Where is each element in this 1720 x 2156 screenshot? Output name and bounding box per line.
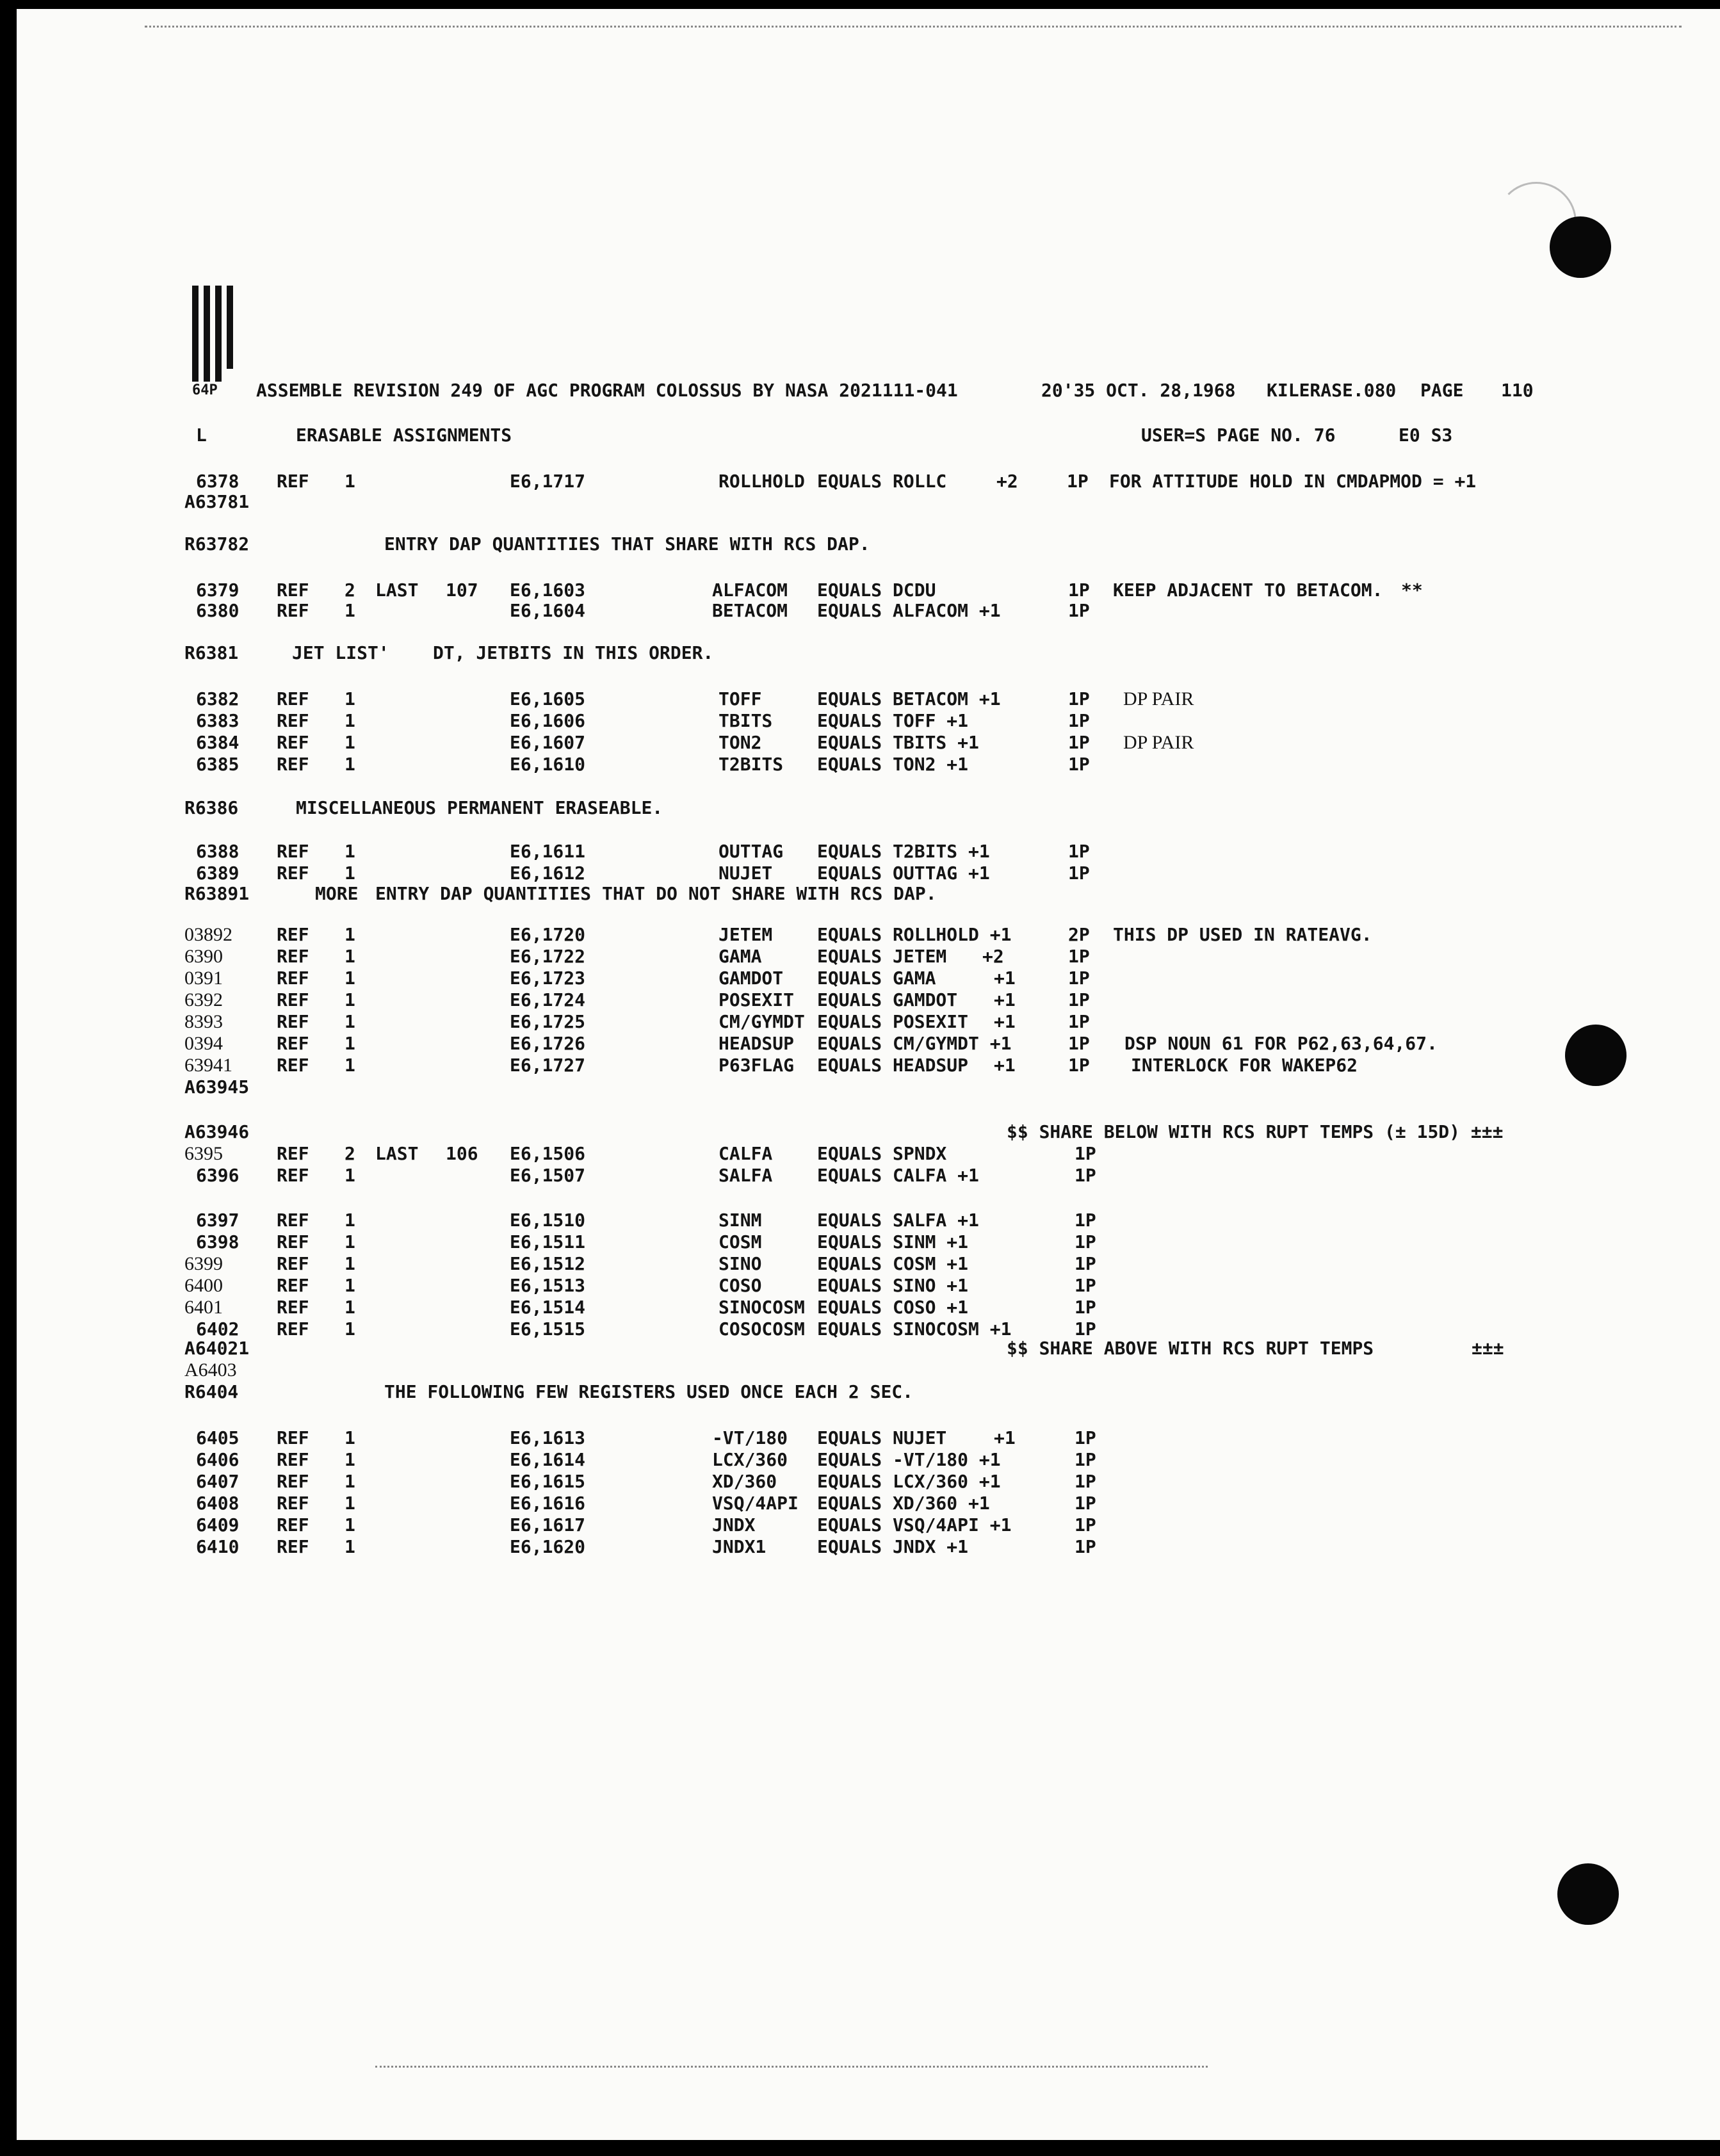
listing-field: REF bbox=[277, 688, 309, 709]
listing-field: 6401 bbox=[184, 1297, 223, 1318]
listing-field: 1 bbox=[345, 600, 355, 621]
listing-field: T2BITS bbox=[718, 754, 784, 775]
listing-field: 6384 bbox=[196, 732, 239, 753]
listing-field: EQUALS COSM +1 bbox=[817, 1253, 969, 1274]
listing-field: +1 bbox=[994, 968, 1016, 989]
listing-field: +2 bbox=[996, 471, 1018, 492]
listing-line bbox=[17, 531, 1720, 557]
listing-field: 8393 bbox=[184, 1011, 223, 1032]
listing-field: LAST bbox=[375, 580, 419, 601]
listing-field: 1P bbox=[1075, 1427, 1096, 1448]
listing-field: E6,1603 bbox=[510, 580, 586, 601]
listing-field: E6,1727 bbox=[510, 1055, 586, 1076]
listing-field: JETEM bbox=[718, 924, 773, 945]
listing-field: EQUALS ROLLC bbox=[817, 471, 947, 492]
listing-field: +2 bbox=[982, 946, 1004, 967]
listing-field: 1P bbox=[1068, 863, 1090, 884]
listing-field: 1 bbox=[345, 1427, 355, 1448]
listing-field: GAMDOT bbox=[718, 968, 784, 989]
user-page-number: USER=S PAGE NO. 76 bbox=[1141, 425, 1336, 446]
listing-field: EQUALS JNDX +1 bbox=[817, 1536, 969, 1557]
listing-field: JNDX bbox=[712, 1514, 756, 1536]
listing-field: 1P bbox=[1068, 1011, 1090, 1032]
listing-field: EQUALS POSEXIT bbox=[817, 1011, 969, 1032]
listing-field: THIS DP USED IN RATEAVG. bbox=[1113, 924, 1372, 945]
listing-field: REF bbox=[277, 710, 309, 731]
listing-field: REF bbox=[277, 968, 309, 989]
listing-field: 1P bbox=[1075, 1449, 1096, 1470]
listing-field: 1P bbox=[1067, 471, 1089, 492]
listing-field: BETACOM bbox=[712, 600, 788, 621]
listing-field: 1P bbox=[1068, 1033, 1090, 1054]
listing-field: 1P bbox=[1075, 1514, 1096, 1536]
listing-field: REF bbox=[277, 989, 309, 1010]
listing-field: 1 bbox=[345, 1536, 355, 1557]
listing-field: JNDX1 bbox=[712, 1536, 767, 1557]
listing-field: R6404 bbox=[184, 1381, 239, 1402]
listing-field: 1 bbox=[345, 1165, 355, 1186]
listing-field: E6,1723 bbox=[510, 968, 586, 989]
listing-field: E6,1514 bbox=[510, 1297, 586, 1318]
listing-field: E6,1612 bbox=[510, 863, 586, 884]
listing-field: 6406 bbox=[196, 1449, 239, 1470]
listing-field: REF bbox=[277, 946, 309, 967]
listing-field: EQUALS ROLLHOLD +1 bbox=[817, 924, 1012, 945]
listing-field: ±±± bbox=[1472, 1338, 1504, 1359]
listing-field: E6,1606 bbox=[510, 710, 586, 731]
listing-field: 6379 bbox=[196, 580, 239, 601]
listing-field: ENTRY DAP QUANTITIES THAT SHARE WITH RCS DAP. bbox=[384, 533, 870, 555]
listing-field: COSOCOSM bbox=[718, 1318, 805, 1340]
listing-field: REF bbox=[277, 1210, 309, 1231]
listing-field: 1 bbox=[345, 924, 355, 945]
bottom-perforation bbox=[375, 2066, 1208, 2068]
listing-field: 1P bbox=[1068, 600, 1090, 621]
section-letter: L bbox=[196, 425, 207, 446]
listing-field: 6380 bbox=[196, 600, 239, 621]
listing-field: OUTTAG bbox=[718, 841, 784, 862]
listing-field: GAMA bbox=[718, 946, 762, 967]
listing-field: KEEP ADJACENT TO BETACOM. bbox=[1113, 580, 1383, 601]
listing-field: 1P bbox=[1075, 1253, 1096, 1274]
listing-field: A63946 bbox=[184, 1121, 250, 1142]
listing-field: TOFF bbox=[718, 688, 762, 709]
listing-field: E6,1610 bbox=[510, 754, 586, 775]
listing-field: 1 bbox=[345, 1055, 355, 1076]
listing-field: ROLLHOLD bbox=[718, 471, 805, 492]
listing-field: 2 bbox=[345, 1143, 355, 1164]
listing-field: MORE bbox=[315, 883, 359, 904]
listing-line bbox=[17, 795, 1720, 821]
listing-field: EQUALS TON2 +1 bbox=[817, 754, 969, 775]
listing-field: 1 bbox=[345, 968, 355, 989]
listing-field: E6,1717 bbox=[510, 471, 586, 492]
listing-field: EQUALS CM/GYMDT +1 bbox=[817, 1033, 1012, 1054]
listing-field: 107 bbox=[446, 580, 478, 601]
listing-line bbox=[17, 881, 1720, 907]
listing-field: E6,1512 bbox=[510, 1253, 586, 1274]
listing-field: E6,1615 bbox=[510, 1471, 586, 1492]
listing-field: 1 bbox=[345, 1231, 355, 1252]
listing-field: REF bbox=[277, 924, 309, 945]
listing-field: 1 bbox=[345, 1449, 355, 1470]
listing-field: 1 bbox=[345, 1011, 355, 1032]
listing-field: E6,1722 bbox=[510, 946, 586, 967]
listing-field: E6,1724 bbox=[510, 989, 586, 1010]
binder-hole-top bbox=[1550, 216, 1611, 278]
listing-field: CALFA bbox=[718, 1143, 773, 1164]
listing-field: E6,1513 bbox=[510, 1275, 586, 1296]
listing-field: 1P bbox=[1068, 710, 1090, 731]
listing-field: R63891 bbox=[184, 883, 250, 904]
listing-field: 1P bbox=[1068, 968, 1090, 989]
listing-field: E6,1613 bbox=[510, 1427, 586, 1448]
listing-field: REF bbox=[277, 863, 309, 884]
listing-field: E6,1611 bbox=[510, 841, 586, 862]
header-page-number: 110 bbox=[1501, 380, 1534, 401]
listing-field: +1 bbox=[994, 1011, 1016, 1032]
listing-field: REF bbox=[277, 1011, 309, 1032]
listing-field: 1P bbox=[1068, 989, 1090, 1010]
listing-field: 6410 bbox=[196, 1536, 239, 1557]
listing-field: 1P bbox=[1075, 1297, 1096, 1318]
listing-field: 2 bbox=[345, 580, 355, 601]
listing-field: REF bbox=[277, 1297, 309, 1318]
printout-page bbox=[17, 9, 1720, 2140]
listing-field: EQUALS JETEM bbox=[817, 946, 947, 967]
listing-field: LAST bbox=[375, 1143, 419, 1164]
listing-field: 1P bbox=[1075, 1536, 1096, 1557]
listing-field: DP PAIR bbox=[1123, 732, 1194, 753]
listing-field: REF bbox=[277, 754, 309, 775]
listing-field: 1P bbox=[1075, 1210, 1096, 1231]
listing-field: XD/360 bbox=[712, 1471, 777, 1492]
listing-field: REF bbox=[277, 1275, 309, 1296]
listing-field: EQUALS SALFA +1 bbox=[817, 1210, 979, 1231]
listing-field: ** bbox=[1401, 580, 1423, 601]
listing-field: EQUALS CALFA +1 bbox=[817, 1165, 979, 1186]
listing-field: MISCELLANEOUS PERMANENT ERASEABLE. bbox=[296, 797, 663, 818]
listing-field: R6381 bbox=[184, 642, 239, 663]
listing-field: 6392 bbox=[184, 989, 223, 1010]
listing-field: ALFACOM bbox=[712, 580, 788, 601]
listing-field: E6,1614 bbox=[510, 1449, 586, 1470]
listing-field: R6386 bbox=[184, 797, 239, 818]
listing-field: 1P bbox=[1068, 1055, 1090, 1076]
listing-field: FOR ATTITUDE HOLD IN CMDAPMOD = +1 bbox=[1109, 471, 1477, 492]
listing-field: 6395 bbox=[184, 1143, 223, 1164]
listing-field: TON2 bbox=[718, 732, 762, 753]
listing-field: EQUALS HEADSUP bbox=[817, 1055, 969, 1076]
listing-field: E6,1607 bbox=[510, 732, 586, 753]
bank-label: E0 S3 bbox=[1399, 425, 1453, 446]
listing-field: 1 bbox=[345, 1297, 355, 1318]
listing-field: REF bbox=[277, 1143, 309, 1164]
listing-field: 6385 bbox=[196, 754, 239, 775]
header-timestamp: 20'35 OCT. 28,1968 bbox=[1041, 380, 1236, 401]
listing-field: E6,1605 bbox=[510, 688, 586, 709]
header-kilebase: KILERASE.080 bbox=[1267, 380, 1397, 401]
listing-field: REF bbox=[277, 841, 309, 862]
listing-field: E6,1725 bbox=[510, 1011, 586, 1032]
listing-field: $$ SHARE BELOW WITH RCS RUPT TEMPS (± 15D) ±±± bbox=[1007, 1121, 1504, 1142]
listing-field: DT, JETBITS IN THIS ORDER. bbox=[433, 642, 714, 663]
listing-field: 1P bbox=[1075, 1275, 1096, 1296]
listing-field: 6408 bbox=[196, 1493, 239, 1514]
top-perforation bbox=[145, 26, 1682, 28]
header-title: ASSEMBLE REVISION 249 OF AGC PROGRAM COLOSSUS BY NASA 2021111-041 bbox=[256, 380, 958, 401]
listing-field: REF bbox=[277, 1493, 309, 1514]
listing-field: 1P bbox=[1068, 946, 1090, 967]
listing-field: EQUALS -VT/180 +1 bbox=[817, 1449, 1001, 1470]
section-title: ERASABLE ASSIGNMENTS bbox=[296, 425, 512, 446]
listing-field: E6,1511 bbox=[510, 1231, 586, 1252]
listing-field: REF bbox=[277, 580, 309, 601]
listing-line bbox=[17, 489, 1720, 515]
listing-field: REF bbox=[277, 1231, 309, 1252]
listing-field: 106 bbox=[446, 1143, 478, 1164]
listing-field: -VT/180 bbox=[712, 1427, 788, 1448]
listing-field: +1 bbox=[994, 1055, 1016, 1076]
listing-field: A64021 bbox=[184, 1338, 250, 1359]
listing-field: REF bbox=[277, 1033, 309, 1054]
listing-field: EQUALS BETACOM +1 bbox=[817, 688, 1001, 709]
listing-field: 1P bbox=[1075, 1231, 1096, 1252]
listing-field: SINO bbox=[718, 1253, 762, 1274]
listing-field: 1 bbox=[345, 1318, 355, 1340]
listing-field: EQUALS SINOCOSM +1 bbox=[817, 1318, 1012, 1340]
listing-field: EQUALS SPNDX bbox=[817, 1143, 947, 1164]
listing-field: E6,1510 bbox=[510, 1210, 586, 1231]
listing-field: 6378 bbox=[196, 471, 239, 492]
listing-field: SALFA bbox=[718, 1165, 773, 1186]
listing-line bbox=[17, 1163, 1720, 1188]
listing-field: COSM bbox=[718, 1231, 762, 1252]
listing-field: 6389 bbox=[196, 863, 239, 884]
listing-field: TBITS bbox=[718, 710, 773, 731]
listing-field: EQUALS COSO +1 bbox=[817, 1297, 969, 1318]
listing-field: E6,1604 bbox=[510, 600, 586, 621]
listing-field: 6388 bbox=[196, 841, 239, 862]
listing-field: 1P bbox=[1075, 1471, 1096, 1492]
listing-field: 6399 bbox=[184, 1253, 223, 1274]
listing-field: EQUALS T2BITS +1 bbox=[817, 841, 990, 862]
header-line bbox=[17, 378, 1720, 403]
listing-field: 6402 bbox=[196, 1318, 239, 1340]
listing-field: JET LIST' bbox=[292, 642, 389, 663]
listing-field: POSEXIT bbox=[718, 989, 795, 1010]
listing-field: E6,1506 bbox=[510, 1143, 586, 1164]
listing-field: REF bbox=[277, 1514, 309, 1536]
listing-field: EQUALS GAMA bbox=[817, 968, 936, 989]
listing-field: VSQ/4API bbox=[712, 1493, 799, 1514]
listing-field: 6397 bbox=[196, 1210, 239, 1231]
listing-field: EQUALS ALFACOM +1 bbox=[817, 600, 1001, 621]
listing-field: 63941 bbox=[184, 1055, 232, 1076]
listing-field: +1 bbox=[994, 989, 1016, 1010]
listing-field: EQUALS NUJET bbox=[817, 1427, 947, 1448]
listing-field: EQUALS VSQ/4API +1 bbox=[817, 1514, 1012, 1536]
listing-field: 6390 bbox=[184, 946, 223, 967]
listing-field: EQUALS DCDU bbox=[817, 580, 936, 601]
listing-field: ENTRY DAP QUANTITIES THAT DO NOT SHARE WITH RCS DAP. bbox=[375, 883, 937, 904]
listing-field: 1P bbox=[1075, 1165, 1096, 1186]
listing-field: 6382 bbox=[196, 688, 239, 709]
listing-field: CM/GYMDT bbox=[718, 1011, 805, 1032]
listing-field: 1P bbox=[1068, 580, 1090, 601]
listing-field: 1P bbox=[1068, 688, 1090, 709]
listing-field: REF bbox=[277, 1536, 309, 1557]
listing-field: INTERLOCK FOR WAKEP62 bbox=[1131, 1055, 1358, 1076]
listing-field: LCX/360 bbox=[712, 1449, 788, 1470]
listing-field: E6,1616 bbox=[510, 1493, 586, 1514]
listing-line bbox=[17, 1379, 1720, 1405]
listing-field: P63FLAG bbox=[718, 1055, 795, 1076]
listing-field: 2P bbox=[1068, 924, 1090, 945]
listing-field: REF bbox=[277, 732, 309, 753]
listing-field: 1P bbox=[1075, 1143, 1096, 1164]
listing-field: 1 bbox=[345, 1033, 355, 1054]
listing-field: 1 bbox=[345, 688, 355, 709]
listing-field: EQUALS GAMDOT bbox=[817, 989, 958, 1010]
listing-line bbox=[17, 752, 1720, 777]
listing-field: REF bbox=[277, 600, 309, 621]
listing-field: SINOCOSM bbox=[718, 1297, 805, 1318]
header-page-label: PAGE bbox=[1420, 380, 1464, 401]
listing-field: E6,1617 bbox=[510, 1514, 586, 1536]
listing-field: 1 bbox=[345, 1493, 355, 1514]
listing-field: 1 bbox=[345, 1210, 355, 1231]
listing-field: NUJET bbox=[718, 863, 773, 884]
listing-field: A63945 bbox=[184, 1076, 250, 1098]
listing-field: 1 bbox=[345, 1253, 355, 1274]
listing-field: REF bbox=[277, 1253, 309, 1274]
listing-field: 0394 bbox=[184, 1033, 223, 1054]
listing-field: REF bbox=[277, 1055, 309, 1076]
listing-field: EQUALS LCX/360 +1 bbox=[817, 1471, 1001, 1492]
listing-field: 1 bbox=[345, 1275, 355, 1296]
listing-field: E6,1720 bbox=[510, 924, 586, 945]
listing-field: REF bbox=[277, 1449, 309, 1470]
listing-field: REF bbox=[277, 1318, 309, 1340]
binder-hole-bottom bbox=[1557, 1863, 1619, 1925]
listing-field: 6405 bbox=[196, 1427, 239, 1448]
listing-field: 03892 bbox=[184, 924, 232, 945]
listing-field: EQUALS SINO +1 bbox=[817, 1275, 969, 1296]
listing-field: 0391 bbox=[184, 968, 223, 989]
listing-field: R63782 bbox=[184, 533, 250, 555]
listing-field: 1P bbox=[1075, 1318, 1096, 1340]
listing-field: SINM bbox=[718, 1210, 762, 1231]
listing-field: +1 bbox=[994, 1427, 1016, 1448]
listing-field: 6400 bbox=[184, 1275, 223, 1296]
listing-field: HEADSUP bbox=[718, 1033, 795, 1054]
listing-field: 1 bbox=[345, 471, 355, 492]
listing-field: EQUALS TOFF +1 bbox=[817, 710, 969, 731]
listing-field: 1 bbox=[345, 1471, 355, 1492]
listing-line bbox=[17, 1534, 1720, 1560]
listing-field: EQUALS SINM +1 bbox=[817, 1231, 969, 1252]
listing-field: 6398 bbox=[196, 1231, 239, 1252]
corner-mark: 64P bbox=[192, 382, 218, 398]
listing-field: E6,1515 bbox=[510, 1318, 586, 1340]
listing-line bbox=[17, 1074, 1720, 1100]
listing-field: REF bbox=[277, 1165, 309, 1186]
listing-field: A63781 bbox=[184, 491, 250, 512]
listing-line bbox=[17, 598, 1720, 624]
listing-field: E6,1620 bbox=[510, 1536, 586, 1557]
listing-field: 1 bbox=[345, 1514, 355, 1536]
listing-field: 1P bbox=[1068, 732, 1090, 753]
listing-field: E6,1726 bbox=[510, 1033, 586, 1054]
listing-field: EQUALS TBITS +1 bbox=[817, 732, 979, 753]
listing-field: $$ SHARE ABOVE WITH RCS RUPT TEMPS bbox=[1007, 1338, 1374, 1359]
listing-field: REF bbox=[277, 471, 309, 492]
listing-field: 1P bbox=[1075, 1493, 1096, 1514]
listing-field: 1P bbox=[1068, 841, 1090, 862]
listing-field: EQUALS OUTTAG +1 bbox=[817, 863, 990, 884]
listing-field: 6409 bbox=[196, 1514, 239, 1536]
listing-field: 6407 bbox=[196, 1471, 239, 1492]
listing-field: EQUALS XD/360 +1 bbox=[817, 1493, 990, 1514]
listing-field: 1 bbox=[345, 754, 355, 775]
listing-field: THE FOLLOWING FEW REGISTERS USED ONCE EACH 2 SEC. bbox=[384, 1381, 914, 1402]
listing-field: 1 bbox=[345, 732, 355, 753]
listing-field: REF bbox=[277, 1427, 309, 1448]
listing-field: A6403 bbox=[184, 1359, 237, 1381]
listing-field: 1 bbox=[345, 841, 355, 862]
listing-field: 1 bbox=[345, 863, 355, 884]
listing-field: DP PAIR bbox=[1123, 688, 1194, 709]
listing-field: 1P bbox=[1068, 754, 1090, 775]
listing-field: 1 bbox=[345, 946, 355, 967]
listing-field: 1 bbox=[345, 710, 355, 731]
listing-line bbox=[17, 640, 1720, 666]
listing-field: COSO bbox=[718, 1275, 762, 1296]
listing-field: 6383 bbox=[196, 710, 239, 731]
listing-field: REF bbox=[277, 1471, 309, 1492]
section-line bbox=[17, 423, 1720, 448]
listing-field: DSP NOUN 61 FOR P62,63,64,67. bbox=[1124, 1033, 1438, 1054]
listing-field: E6,1507 bbox=[510, 1165, 586, 1186]
listing-field: 1 bbox=[345, 989, 355, 1010]
listing-field: 6396 bbox=[196, 1165, 239, 1186]
